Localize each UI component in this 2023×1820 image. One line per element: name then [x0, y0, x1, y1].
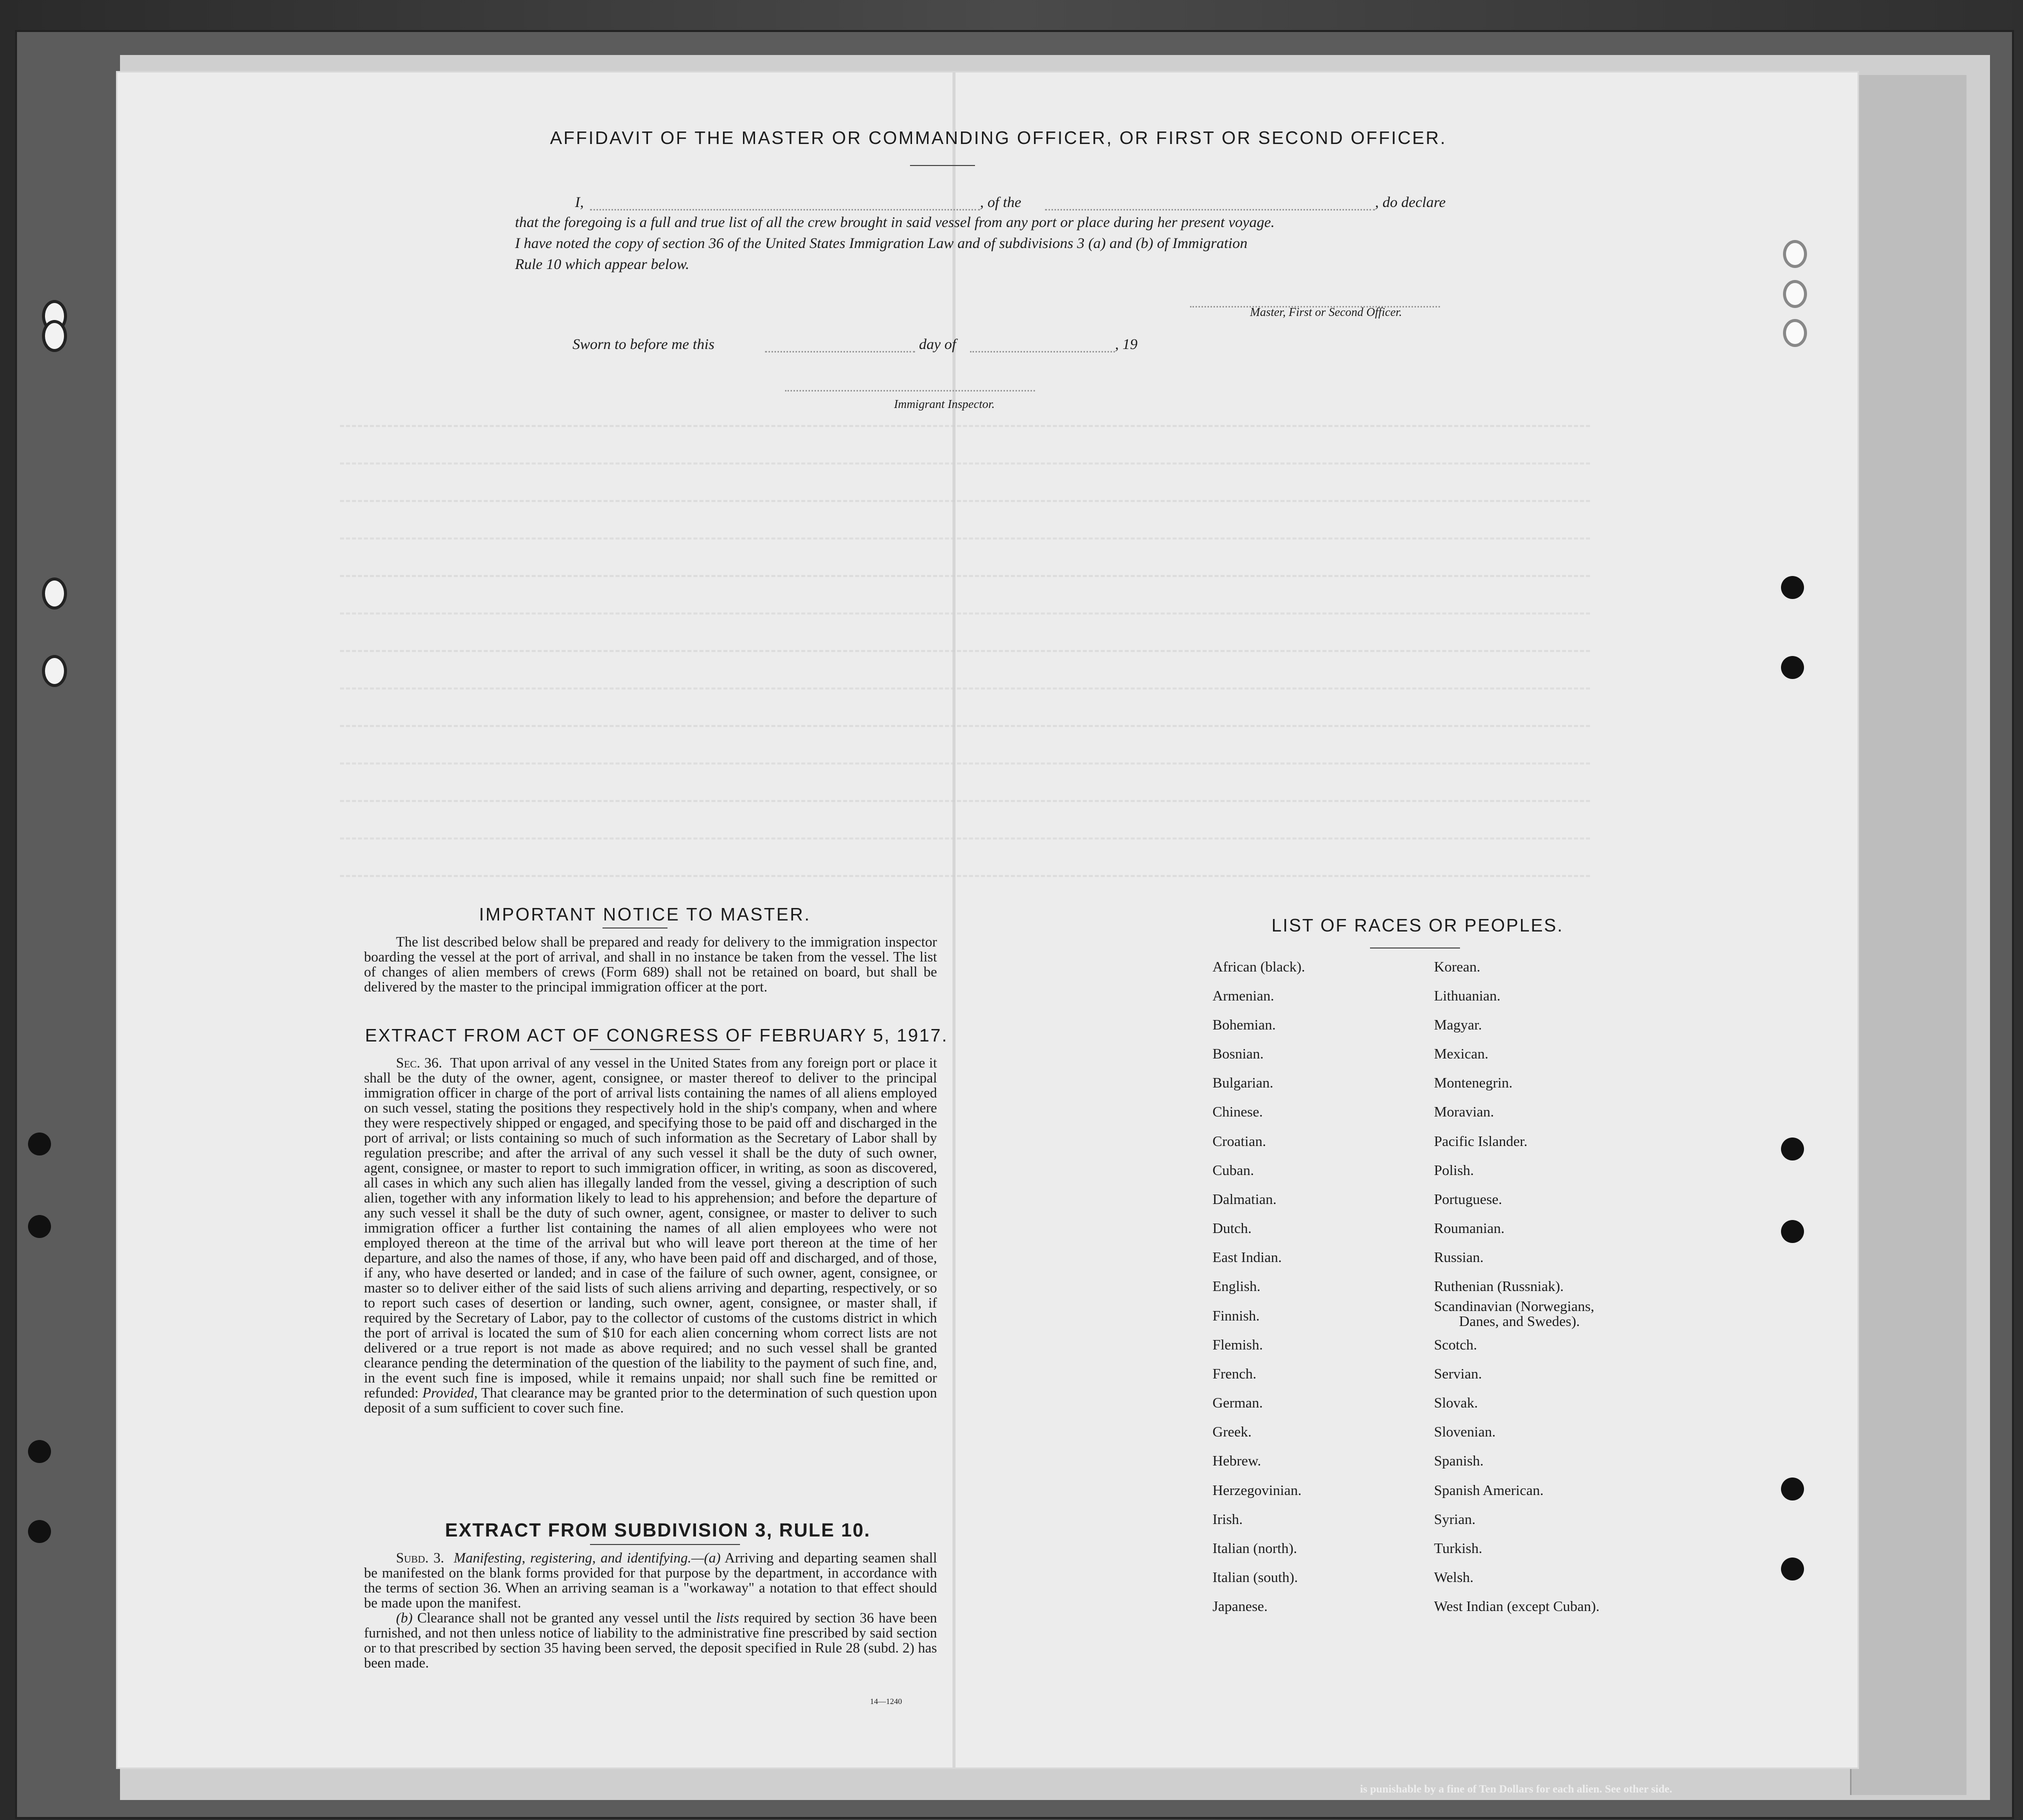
race-russian: Russian. [1434, 1250, 1484, 1266]
race-german: German. [1212, 1395, 1263, 1411]
race-korean: Korean. [1434, 959, 1480, 975]
race-french: French. [1212, 1366, 1256, 1382]
notice-title: IMPORTANT NOTICE TO MASTER. [479, 904, 811, 924]
affidavit-title: AFFIDAVIT OF THE MASTER OR COMMANDING OFFICER, OR FIRST OR SECOND OFFICER. [550, 128, 1447, 148]
race-east-indian: East Indian. [1212, 1250, 1282, 1266]
race-irish: Irish. [1212, 1512, 1243, 1528]
extract-rule-title: EXTRACT FROM SUBDIVISION 3, RULE 10. [445, 1520, 871, 1541]
race-scotch: Scotch. [1434, 1337, 1478, 1353]
para-b-1: Clearance shall not be granted any vessel until the [417, 1610, 712, 1626]
race-slovak: Slovak. [1434, 1395, 1478, 1411]
race-ruthenian: Ruthenian (Russniak). [1434, 1278, 1564, 1294]
subd-label: Subd. 3. [396, 1550, 444, 1566]
race-african: African (black). [1212, 959, 1306, 975]
notice-text [364, 935, 937, 995]
race-montenegrin: Montenegrin. [1434, 1075, 1513, 1091]
sec-label: Sec. 36. [396, 1056, 442, 1071]
sworn-month-blank[interactable] [970, 351, 1115, 352]
race-english: English. [1212, 1278, 1260, 1294]
year-label: , 19 [1115, 336, 1138, 352]
punch-hole-icon [1781, 1558, 1804, 1580]
binder-hole-icon [28, 1132, 51, 1156]
race-lithuanian: Lithuanian. [1434, 988, 1500, 1004]
race-cuban: Cuban. [1212, 1162, 1254, 1178]
extract-act-underline [590, 1049, 740, 1050]
name-blank[interactable] [590, 209, 980, 210]
race-syrian: Syrian. [1434, 1512, 1476, 1528]
punch-hole-icon [1781, 656, 1804, 679]
binder-hole-icon [28, 1215, 51, 1238]
para-a: Arriving and departing seamen shall be manifested on the blank forms provided for that purpose by the department, in accordance with the terms of section 36. When an arriving seaman is a "workaway" a notation to that effect should be made upon the manifest. [364, 1550, 938, 1611]
act-paragraph-end: That clearance may be granted prior to the determination of such question upon deposit of a sum sufficient to cover such fine. [364, 1386, 937, 1416]
race-west-indian: West Indian (except Cuban). [1434, 1598, 1600, 1614]
underlying-page-edge [1850, 75, 1966, 1795]
punch-hole-icon [1783, 319, 1807, 347]
form-number: 14—1240 [870, 1698, 902, 1706]
race-bulgarian: Bulgarian. [1212, 1075, 1274, 1091]
races-title: LIST OF RACES OR PEOPLES. [1272, 915, 1564, 936]
master-signature-label: Master, First or Second Officer. [1250, 306, 1402, 319]
affidavit-line-4: Rule 10 which appear below. [515, 256, 690, 272]
extract-act-text [364, 1056, 937, 1416]
binder-hole-icon [28, 1440, 51, 1463]
race-scandinavian: Scandinavian (Norwegians, [1434, 1298, 1594, 1314]
binder-ring-icon [42, 578, 67, 610]
race-welsh: Welsh. [1434, 1570, 1474, 1586]
race-servian: Servian. [1434, 1366, 1482, 1382]
race-spanish: Spanish. [1434, 1453, 1484, 1469]
title-underline [910, 165, 975, 166]
race-roumanian: Roumanian. [1434, 1220, 1504, 1236]
lists-word: lists [716, 1610, 740, 1626]
race-portuguese: Portuguese. [1434, 1192, 1502, 1208]
punch-hole-icon [1783, 280, 1807, 308]
race-spanish-american: Spanish American. [1434, 1482, 1544, 1498]
race-croatian: Croatian. [1212, 1134, 1266, 1150]
race-polish: Polish. [1434, 1162, 1474, 1178]
punch-hole-icon [1781, 1478, 1804, 1500]
day-of-label: day of [919, 336, 956, 352]
subd-heading: Manifesting, registering, and identifying. [454, 1550, 692, 1566]
race-hebrew: Hebrew. [1212, 1453, 1262, 1469]
inspector-signature-label: Immigrant Inspector. [894, 398, 995, 411]
punch-hole-icon [1781, 576, 1804, 599]
affidavit-i-label: I, [575, 194, 584, 210]
provided-word: Provided, [422, 1386, 478, 1401]
para-a-label: —(a) [691, 1550, 721, 1566]
vessel-blank[interactable] [1045, 209, 1375, 210]
race-bohemian: Bohemian. [1212, 1017, 1276, 1033]
para-b-2: required by section 36 have been furnished, and not then unless notice of liability to the administrative fine prescribed by said section or to that prescribed by section 35 having been served, the deposit specified in Rule 28 (subd. 2) has been made. [364, 1610, 938, 1671]
race-italian-north: Italian (north). [1212, 1540, 1298, 1556]
sworn-label: Sworn to before me this [572, 336, 714, 352]
race-greek: Greek. [1212, 1424, 1252, 1440]
affidavit-of-the: , of the [980, 194, 1022, 210]
affidavit-line-3: I have noted the copy of section 36 of the United States Immigration Law and of subdivisions 3 (a) and (b) of Immigration [515, 235, 1248, 252]
race-finnish: Finnish. [1212, 1308, 1260, 1324]
sworn-day-blank[interactable] [765, 351, 915, 352]
para-b-label: (b) [396, 1610, 413, 1626]
footer-note: is punishable by a fine of Ten Dollars for each alien. See other side. [1360, 1782, 1672, 1795]
punch-hole-icon [1781, 1138, 1804, 1160]
race-italian-south: Italian (south). [1212, 1570, 1298, 1586]
race-japanese: Japanese. [1212, 1598, 1268, 1614]
race-mexican: Mexican. [1434, 1046, 1488, 1062]
race-flemish: Flemish. [1212, 1337, 1263, 1353]
race-slovenian: Slovenian. [1434, 1424, 1496, 1440]
race-pacific-islander: Pacific Islander. [1434, 1134, 1528, 1150]
race-bosnian: Bosnian. [1212, 1046, 1264, 1062]
affidavit-line-2: that the foregoing is a full and true list of all the crew brought in said vessel from any port or place during her present voyage. [515, 214, 1275, 230]
punch-hole-icon [1783, 240, 1807, 268]
race-herzegovinian: Herzegovinian. [1212, 1482, 1302, 1498]
punch-hole-icon [1781, 1220, 1804, 1243]
notice-paragraph: The list described below shall be prepared and ready for delivery to the immigration inspector boarding the vessel at the port of arrival, and shall in no instance be taken from the vessel. The list of changes of alien members of crews (Form 689) shall not be retained on board, but shall be delivered by the master to the principal immigration officer at the port. [364, 934, 937, 995]
race-chinese: Chinese. [1212, 1104, 1263, 1120]
affidavit-do-declare: , do declare [1375, 194, 1446, 210]
race-armenian: Armenian. [1212, 988, 1274, 1004]
binder-hole-icon [28, 1520, 51, 1543]
extract-rule-text [364, 1551, 937, 1671]
act-paragraph: That upon arrival of any vessel in the United States from any foreign port or place it shall be the duty of the owner, agent, consignee, or master thereof to deliver to the principal immigration officer in charge of the port of arrival lists containing the names of all aliens employed on such vessel, stating the positions they respectively hold in the ship's company, when and where they were respectively shipped or engaged, and specifying those to be paid off and discharged in the port of arrival; or lists containing so much of such information as the Secretary of Labor shall by regulation prescribe; and after the arrival of any such vessel it shall be the duty of such owner, agent, consignee, or master to report to such immigration officer, in writing, as soon as discovered, all cases in which any such alien has illegally landed from the vessel, giving a description of such alien, together with any information likely to lead to his apprehension; and before the departure of any such vessel it shall be the duty of such owner, agent, consignee, or master to deliver to such immigration officer a further list containing the names of all alien employees who were not employed thereon at the time of the arrival but who will leave port thereon at the time of her departure, and also the names of those, if any, who have been paid off and discharged, and of those, if any, who have deserted or landed; and in case of the failure of such owner, agent, consignee, or master so to deliver either of the said lists of such aliens arriving and departing, respectively, or so to report such cases of desertion or landing, such owner, agent, consignee, or master shall, if required by the Secretary of Labor, pay to the collector of customs of the customs district in which the port of arrival is located the sum of $10 for each alien concerning whom correct lists are not delivered or a true report is not made as above required; and no such vessel shall be granted clearance pending the determination of the question of the liability to the payment of such fine, and, in the event such fine is imposed, while it remains unpaid; nor shall such fine be remitted or refunded: [364, 1056, 938, 1401]
binder-ring-icon [42, 655, 67, 687]
inspector-signature-blank[interactable] [785, 390, 1035, 392]
race-turkish: Turkish. [1434, 1540, 1482, 1556]
race-moravian: Moravian. [1434, 1104, 1494, 1120]
race-scandinavian-cont: Danes, and Swedes). [1459, 1314, 1580, 1330]
race-dalmatian: Dalmatian. [1212, 1192, 1277, 1208]
race-magyar: Magyar. [1434, 1017, 1482, 1033]
extract-rule-underline [590, 1544, 740, 1545]
extract-act-title: EXTRACT FROM ACT OF CONGRESS OF FEBRUARY 5, 1917. [365, 1025, 948, 1046]
bleed-through [280, 415, 1780, 1115]
binder-ring-icon [42, 320, 67, 352]
race-dutch: Dutch. [1212, 1220, 1252, 1236]
